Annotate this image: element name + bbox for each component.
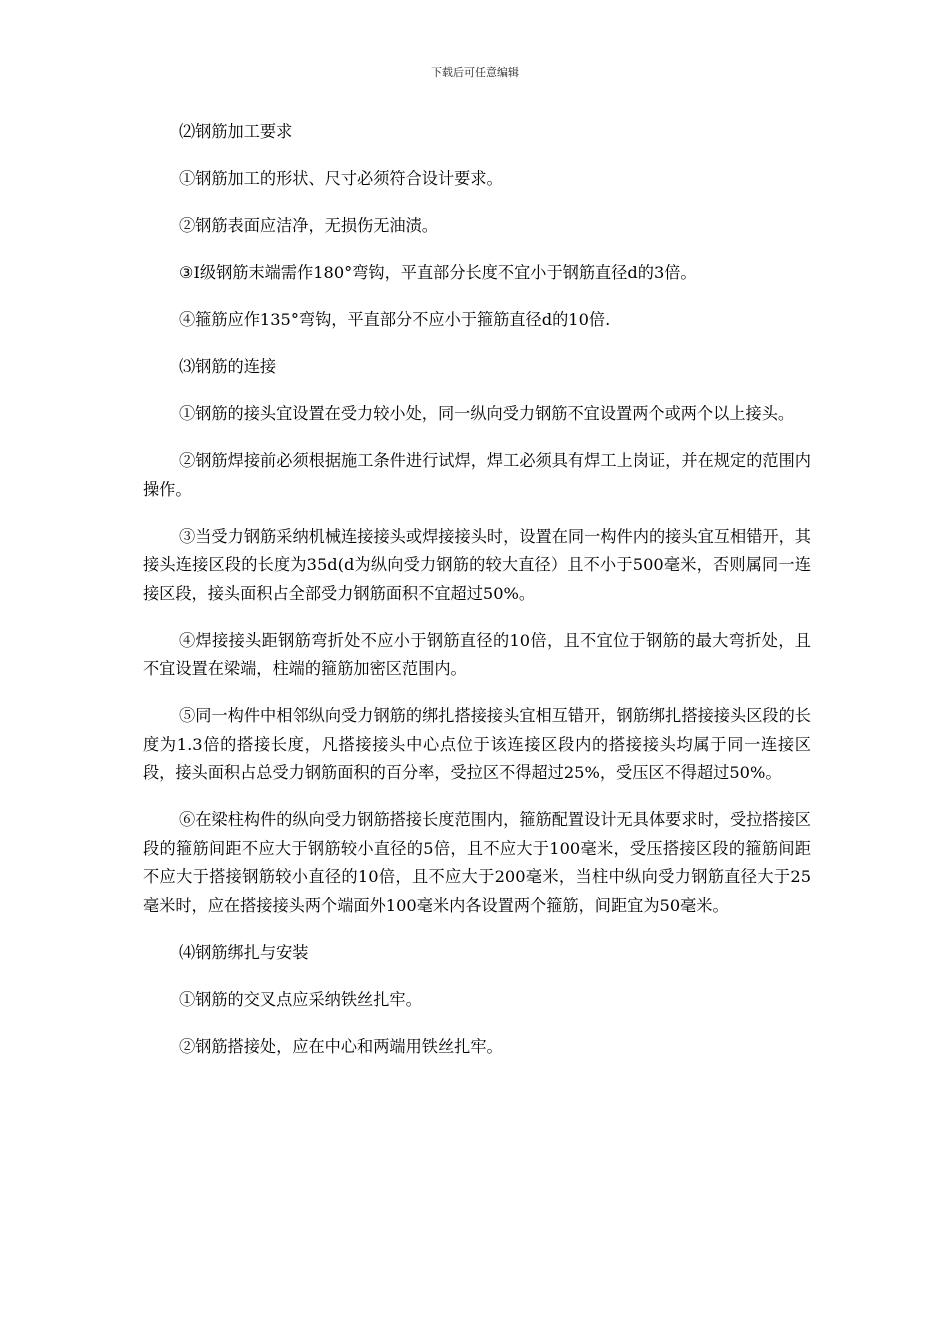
list-item: ③当受力钢筋采纳机械连接接头或焊接接头时，设置在同一构件内的接头宜互相错开，其接头连接区段的长度为35d(d为纵向受力钢筋的较大直径）且不小于500毫米，否则属同一连接区段，接头面积占全部受力钢筋面积不宜超过50%。 (143, 526, 811, 603)
list-item: ①钢筋的交叉点应采纳铁丝扎牢。 (179, 989, 422, 1009)
page-header-note: 下载后可任意编辑 (431, 66, 519, 79)
list-item: ⑥在梁柱构件的纵向受力钢筋搭接长度范围内，箍筋配置设计无具体要求时，受拉搭接区段的箍筋间距不应大于钢筋较小直径的5倍，且不应大于100毫米，受压搭接区段的箍筋间距不应大于搭接钢筋较小直径的10倍，且不应大于200毫米，当柱中纵向受力钢筋直径大于25毫米时，应在搭接接头两个端面外100毫米内各设置两个箍筋，间距宜为50毫米。 (143, 810, 811, 915)
list-item: ②钢筋搭接处，应在中心和两端用铁丝扎牢。 (179, 1036, 503, 1056)
document-body (143, 118, 811, 1080)
list-item: ②钢筋焊接前必须根据施工条件进行试焊，焊工必须具有焊工上岗证，并在规定的范围内操作。 (143, 451, 811, 499)
section-heading-rebar-processing: ⑵钢筋加工要求 (179, 122, 293, 141)
list-item: ①钢筋加工的形状、尺寸必须符合设计要求。 (179, 169, 503, 188)
list-item: ②钢筋表面应洁净，无损伤无油渍。 (179, 216, 438, 235)
section-heading-rebar-connection: ⑶钢筋的连接 (179, 357, 277, 376)
list-item: ③Ⅰ级钢筋末端需作180°弯钩，平直部分长度不宜小于钢筋直径d的3倍。 (179, 263, 697, 282)
list-item: ④焊接接头距钢筋弯折处不应小于钢筋直径的10倍，且不宜位于钢筋的最大弯折处，且不宜设置在梁端，柱端的箍筋加密区范围内。 (143, 630, 811, 678)
list-item: ④箍筋应作135°弯钩，平直部分不应小于箍筋直径d的10倍. (179, 310, 611, 329)
list-item: ⑤同一构件中相邻纵向受力钢筋的绑扎搭接接头宜相互错开，钢筋绑扎搭接接头区段的长度为1.3倍的搭接长度，凡搭接接头中心点位于该连接区段内的搭接接头均属于同一连接区段，接头面积占总受力钢筋面积的百分率，受拉区不得超过25%，受压区不得超过50%。 (143, 706, 811, 782)
list-item: ①钢筋的接头宜设置在受力较小处，同一纵向受力钢筋不宜设置两个或两个以上接头。 (179, 404, 795, 423)
section-heading-rebar-binding: ⑷钢筋绑扎与安装 (179, 942, 309, 962)
